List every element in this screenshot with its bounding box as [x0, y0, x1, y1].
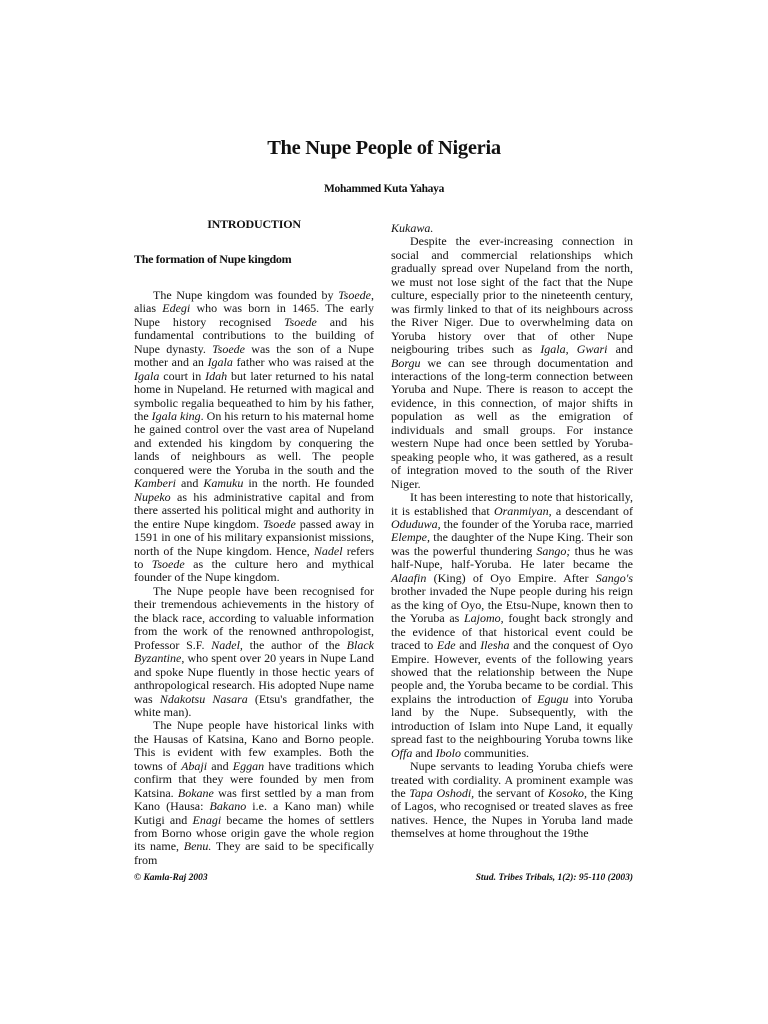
text-run: refers to	[134, 543, 375, 571]
text-run: (Etsu's grandfather, the white man).	[134, 691, 374, 719]
text-run: and his fundamental contributions to the building of Nupe dynasty.	[134, 314, 374, 356]
paragraph	[134, 585, 374, 720]
text-run: fought back strongly and the evidence of that historical event could be traced to	[391, 611, 633, 653]
text-run: , who spent over 20 years in Nupe Land and spoke Nupe fluently in those hectic years of anthropological research. His adopted Nupe name was	[134, 651, 374, 706]
italic-term: Abaji	[181, 758, 208, 773]
italic-term: Lajomo,	[464, 611, 504, 626]
text-run: and	[207, 758, 233, 773]
italic-term: Igala	[134, 368, 160, 383]
author-name: Mohammed Kuta Yahaya	[323, 183, 445, 195]
italic-term: Oranmiyan,	[493, 503, 552, 518]
italic-term: Tsoede	[338, 287, 371, 302]
italic-term: Sango;	[536, 543, 571, 558]
italic-term: Edegi	[162, 301, 191, 316]
italic-term: Tsoede	[262, 516, 296, 531]
italic-term: Offa	[391, 745, 413, 760]
text-run: but later returned to his natal home in Nupeland. He returned with magical and symbolic regalia bequeathed to him by his father, the	[134, 368, 374, 423]
italic-term: Eggan	[232, 758, 265, 773]
italic-term: Egugu	[537, 691, 569, 706]
paragraph	[391, 760, 633, 841]
text-run: was the son of a Nupe mother and an	[134, 341, 374, 370]
text-run: The Nupe people have historical links with the Hausas of Katsina, Kano and Borno people. This is evident with few examples. Both the towns of	[134, 718, 374, 773]
italic-term: Kamuku	[203, 476, 244, 491]
text-run: (King) of Oyo Empire. After	[426, 570, 596, 585]
italic-term: Tapa Oshodi,	[409, 786, 475, 801]
italic-term: Nadel	[313, 543, 343, 558]
text-run: passed away in 1591 in one of his military expansionist missions, north of the Nupe kingdom. Hence,	[134, 516, 374, 558]
italic-term: Benu.	[183, 839, 212, 854]
text-run: the daughter of the Nupe King. Their son was the powerful thundering	[391, 530, 633, 558]
text-run: the author of the	[242, 637, 347, 652]
paragraph	[134, 719, 374, 867]
text-run: communities.	[461, 745, 530, 760]
italic-term: Enagi	[192, 812, 222, 827]
paper-title: The Nupe People of Nigeria	[267, 137, 501, 159]
italic-term: Kosoko,	[548, 786, 588, 801]
italic-term: Ilesha	[480, 638, 510, 653]
italic-term: Idah	[205, 368, 228, 383]
text-run: the founder of the Yoruba race, married	[440, 516, 633, 531]
text-run: the King of Lagos, who recognised or treated slaves as free natives. Hence, the Nupes in Yoruba land made themselves at home throughout the 19the	[391, 786, 633, 841]
italic-term: Bokane	[177, 785, 214, 800]
text-run: It has been interesting to note that historically, it is established that	[391, 490, 633, 518]
text-run: we can see through documentation and interactions of the long-term connection between Yoruba and Nupe. There is reason to accept the evidence, in this connection, of major shifts in population as well as the emigration of individuals and small groups. For instance western Nupe had once been settled by Yoruba-speaking people who, it was gathered, as a result of integration moved to the south of the River Niger.	[391, 355, 633, 491]
text-run: The Nupe people have been recognised for their tremendous achievements in the history of the black race, according to valuable information from the work of the renowned anthropologist, Professor S.F.	[134, 583, 374, 652]
text-run: the servant of	[474, 786, 549, 801]
citation-footer: Stud. Tribes Tribals, 1(2): 95-110 (2003)	[475, 873, 633, 883]
text-run: in the north. He founded	[243, 476, 375, 491]
copyright-footer: © Kamla-Raj 2003	[134, 873, 208, 883]
italic-term: Tsoede	[283, 314, 317, 329]
right-column	[391, 222, 633, 841]
text-run: court in	[159, 368, 206, 383]
text-run: thus he was half-Nupe, half-Yoruba. He later became the	[391, 543, 633, 572]
section-heading: INTRODUCTION	[207, 217, 301, 231]
text-run: and	[455, 638, 481, 653]
paragraph	[391, 235, 633, 491]
italic-term: Oduduwa,	[391, 516, 441, 531]
text-run: father who was raised at the	[232, 355, 374, 370]
text-run: into Yoruba land by the Nupe. Subsequently, with the introduction of Islam into Nupe Land, it equally spread fast to the neighbouring Yoruba towns like	[391, 691, 633, 747]
italic-term: Ede	[436, 638, 456, 653]
italic-term: Igala king	[151, 408, 201, 423]
italic-term: Nadel,	[211, 637, 243, 652]
italic-term: Igala, Gwari	[540, 342, 608, 357]
text-run: and	[412, 745, 436, 760]
text-run: was first settled by a man from Kano (Hausa:	[134, 785, 374, 814]
italic-term: Kukawa.	[391, 221, 434, 235]
italic-term: Sango's	[595, 570, 633, 585]
text-run: They are said to be specifically from	[134, 839, 374, 867]
italic-term: Alaafin	[391, 570, 427, 585]
text-run: and	[176, 476, 204, 491]
italic-term: Ibolo	[435, 745, 462, 760]
text-run: who was born in 1465. The early Nupe history recognised	[134, 301, 374, 329]
text-run: and	[607, 342, 633, 357]
subsection-heading: The formation of Nupe kingdom	[134, 252, 292, 267]
italic-term: Borgu	[391, 355, 421, 370]
italic-term: Tsoede	[151, 556, 185, 571]
italic-term: Igala	[207, 355, 233, 370]
paragraph	[134, 289, 374, 585]
italic-term: Ndakotsu Nasara	[159, 691, 248, 706]
text-run: Despite the ever-increasing connection in social and commercial relationships which gradually spread over Nupeland from the north, we must not lose sight of the fact that the Nupe culture, especially prior to the nineteenth century, was firmly linked to that of its neighbours across the River Niger. Due to overwhelming data on Yoruba history over that of other Nupe neigbouring tribes such as	[391, 234, 633, 357]
italic-term: Black Byzantine	[134, 637, 374, 666]
italic-term: Nupeko	[134, 489, 171, 504]
text-run: as his administrative capital and from there asserted his political might and authority in the entire Nupe kingdom.	[134, 489, 374, 531]
left-column	[134, 218, 374, 867]
paragraph	[391, 491, 633, 760]
text-run: , alias	[134, 287, 374, 316]
text-run: became the homes of settlers from Borno whose origin gave the whole region its name,	[134, 812, 374, 854]
text-run: The Nupe kingdom was founded by	[153, 287, 339, 302]
text-run: and the conquest of Oyo Empire. However, events of the following years showed that the relationship between the Nupe people and, the Yoruba became to be cordial. This explains the introduction of	[391, 638, 633, 706]
text-run: a descendant of	[551, 503, 633, 518]
italic-term: Kamberi	[134, 476, 176, 491]
italic-term: Elempe,	[391, 530, 430, 545]
text-run: as the culture hero and mythical founder of the Nupe kingdom.	[134, 556, 375, 585]
text-run: Nupe servants to leading Yoruba chiefs were treated with cordiality. A prominent example was the	[391, 759, 633, 801]
text-run: brother invaded the Nupe people during his reign as the king of Oyo, the Etsu-Nupe, known then to the Yoruba as	[391, 584, 633, 626]
text-run: . On his return to his maternal home he gained control over the vast area of Nupeland and extended his kingdom by conquering the lands of neighbours as well. The people conquered were the Yoruba in the south and the	[134, 408, 374, 477]
text-run: i.e. a Kano man) while Kutigi and	[134, 799, 375, 827]
italic-term: Tsoede	[212, 341, 246, 356]
paragraph-continuation	[391, 222, 633, 235]
text-run: have traditions which confirm that they were founded by men from Katsina.	[134, 758, 375, 800]
italic-term: Bakano	[209, 799, 247, 814]
